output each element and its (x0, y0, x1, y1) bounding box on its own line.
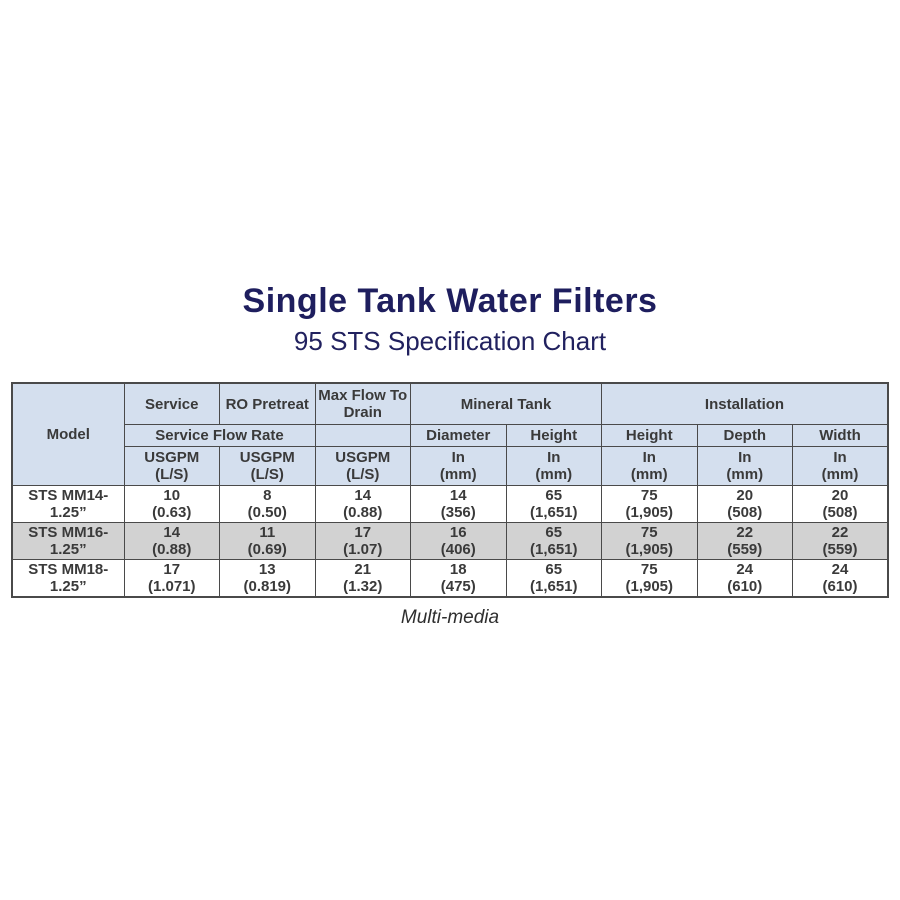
col-header-service: Service (124, 383, 220, 425)
model-cell: STS MM14-1.25” (12, 486, 124, 523)
unit-line-1: USGPM (239, 449, 295, 466)
page-subtitle: 95 STS Specification Chart (293, 326, 607, 356)
cell-diameter (411, 523, 507, 560)
metric-line: (508) (727, 504, 763, 521)
col-header-ro-pretreat: RO Pretreat (220, 383, 316, 425)
metric-line: (1,651) (529, 541, 578, 558)
value-line: 65 (545, 524, 563, 541)
metric-line: (1,905) (625, 578, 674, 595)
value-line: 8 (263, 487, 272, 504)
cell-tank-height (506, 486, 602, 523)
metric-line: (406) (440, 541, 476, 558)
value-line: 14 (354, 487, 372, 504)
metric-line: (508) (822, 504, 858, 521)
cell-install-height (602, 523, 698, 560)
unit-line-1: In (738, 449, 752, 466)
unit-header (506, 447, 602, 486)
metric-line: (1.32) (343, 578, 383, 595)
cell-width (793, 523, 889, 560)
value-line: 10 (163, 487, 181, 504)
unit-header (793, 447, 889, 486)
value-line: 75 (640, 524, 658, 541)
table-row (12, 560, 888, 598)
cell-max-flow (315, 486, 411, 523)
unit-line-1: In (642, 449, 656, 466)
cell-install-height (602, 560, 698, 598)
value-line: 17 (354, 524, 372, 541)
metric-line: (559) (822, 541, 858, 558)
metric-line: (610) (727, 578, 763, 595)
value-line: 65 (545, 561, 563, 578)
metric-line: (0.50) (247, 504, 287, 521)
cell-service (124, 523, 220, 560)
unit-line-1: In (833, 449, 847, 466)
unit-line-1: USGPM (144, 449, 200, 466)
unit-header (697, 447, 793, 486)
cell-service (124, 486, 220, 523)
value-line: 22 (736, 524, 754, 541)
cell-depth (697, 523, 793, 560)
value-line: 75 (640, 561, 658, 578)
value-line: 65 (545, 487, 563, 504)
unit-line-2: (L/S) (346, 466, 380, 483)
metric-line: (1,651) (529, 578, 578, 595)
value-line: 20 (831, 487, 849, 504)
cell-max-flow (315, 560, 411, 598)
metric-line: (610) (822, 578, 858, 595)
metric-line: (1,905) (625, 541, 674, 558)
cell-install-height (602, 486, 698, 523)
unit-line-2: (L/S) (155, 466, 189, 483)
col-header-diameter: Diameter (411, 425, 507, 447)
value-line: 17 (163, 561, 181, 578)
col-header-depth: Depth (697, 425, 793, 447)
metric-line: (0.63) (152, 504, 192, 521)
metric-line: (356) (440, 504, 476, 521)
cell-diameter (411, 560, 507, 598)
spec-table-header (12, 383, 888, 486)
value-line: 14 (449, 487, 467, 504)
model-cell: STS MM16-1.25” (12, 523, 124, 560)
unit-line-2: (mm) (630, 466, 668, 483)
metric-line: (559) (727, 541, 763, 558)
header-sub-row (12, 425, 888, 447)
unit-header (124, 447, 220, 486)
header-units-row (12, 447, 888, 486)
unit-line-1: USGPM (335, 449, 391, 466)
table-caption: Multi-media (400, 607, 500, 628)
value-line: 21 (354, 561, 372, 578)
metric-line: (0.88) (152, 541, 192, 558)
value-line: 11 (259, 524, 276, 541)
cell-width (793, 486, 889, 523)
unit-line-1: In (451, 449, 465, 466)
table-row (12, 486, 888, 523)
cell-tank-height (506, 523, 602, 560)
value-line: 18 (449, 561, 467, 578)
metric-line: (1,651) (529, 504, 578, 521)
value-line: 14 (163, 524, 181, 541)
unit-line-1: In (547, 449, 561, 466)
col-header-width: Width (793, 425, 889, 447)
col-header-max-flow-to-drain: Max Flow To Drain (315, 383, 411, 425)
cell-tank-height (506, 560, 602, 598)
value-line: 20 (736, 487, 754, 504)
cell-service (124, 560, 220, 598)
model-cell: STS MM18-1.25” (12, 560, 124, 598)
unit-line-2: (mm) (439, 466, 477, 483)
value-line: 16 (449, 524, 467, 541)
col-header-installation: Installation (602, 383, 889, 425)
metric-line: (475) (440, 578, 476, 595)
value-line: 13 (258, 561, 276, 578)
metric-line: (0.88) (343, 504, 383, 521)
metric-line: (1.07) (343, 541, 383, 558)
cell-ro-pretreat (220, 560, 316, 598)
col-header-model: Model (12, 383, 124, 486)
unit-line-2: (mm) (726, 466, 764, 483)
spec-table-body (12, 486, 888, 598)
unit-header (602, 447, 698, 486)
value-line: 24 (831, 561, 849, 578)
unit-line-2: (L/S) (250, 466, 284, 483)
value-line: 24 (736, 561, 754, 578)
cell-diameter (411, 486, 507, 523)
metric-line: (0.69) (247, 541, 287, 558)
header-group-row (12, 383, 888, 425)
metric-line: (0.819) (243, 578, 292, 595)
unit-header (315, 447, 411, 486)
cell-depth (697, 486, 793, 523)
cell-ro-pretreat (220, 523, 316, 560)
cell-ro-pretreat (220, 486, 316, 523)
col-header-blank (315, 425, 411, 447)
value-line: 22 (831, 524, 849, 541)
col-header-service-flow-rate: Service Flow Rate (124, 425, 315, 447)
col-header-install-height: Height (602, 425, 698, 447)
unit-line-2: (mm) (821, 466, 859, 483)
table-row (12, 523, 888, 560)
value-line: 75 (640, 487, 658, 504)
cell-width (793, 560, 889, 598)
spec-table (11, 382, 889, 598)
page-title: Single Tank Water Filters (242, 282, 658, 320)
metric-line: (1.071) (147, 578, 196, 595)
unit-header (220, 447, 316, 486)
unit-line-2: (mm) (535, 466, 573, 483)
col-header-tank-height: Height (506, 425, 602, 447)
col-header-mineral-tank: Mineral Tank (411, 383, 602, 425)
unit-header (411, 447, 507, 486)
cell-max-flow (315, 523, 411, 560)
cell-depth (697, 560, 793, 598)
metric-line: (1,905) (625, 504, 674, 521)
